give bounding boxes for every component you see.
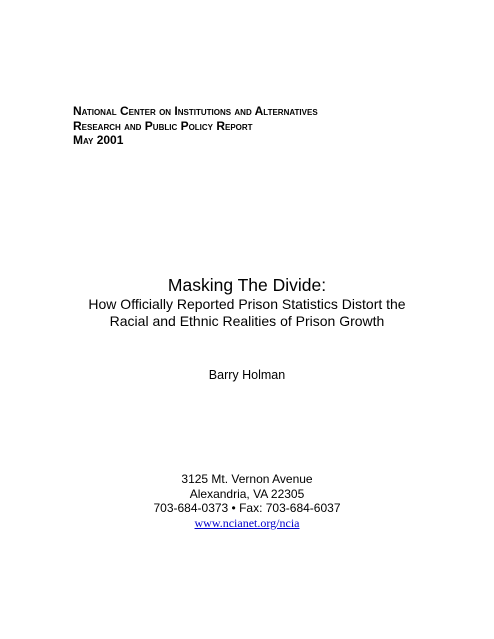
website-link[interactable]: www.ncianet.org/ncia	[194, 515, 300, 530]
website-line	[0, 516, 494, 531]
address-city: Alexandria, VA 22305	[189, 486, 305, 501]
contact-address	[0, 472, 494, 530]
address-street: 3125 Mt. Vernon Avenue	[181, 472, 313, 486]
author-name: Barry Holman	[208, 368, 286, 382]
document-title: Masking The Divide:	[167, 275, 327, 295]
report-header	[73, 104, 473, 148]
organization-name: National Center on Institutions and Alternatives	[73, 104, 318, 118]
title-block	[0, 275, 494, 330]
report-series: Research and Public Policy Report	[73, 118, 253, 133]
document-subtitle-line-1: How Officially Reported Prison Statistics Distort the	[88, 296, 406, 312]
document-subtitle-line-2: Racial and Ethnic Realities of Prison Growth	[109, 313, 385, 329]
report-date: May 2001	[73, 133, 124, 147]
address-phone-fax: 703-684-0373 • Fax: 703-684-6037	[153, 501, 341, 515]
